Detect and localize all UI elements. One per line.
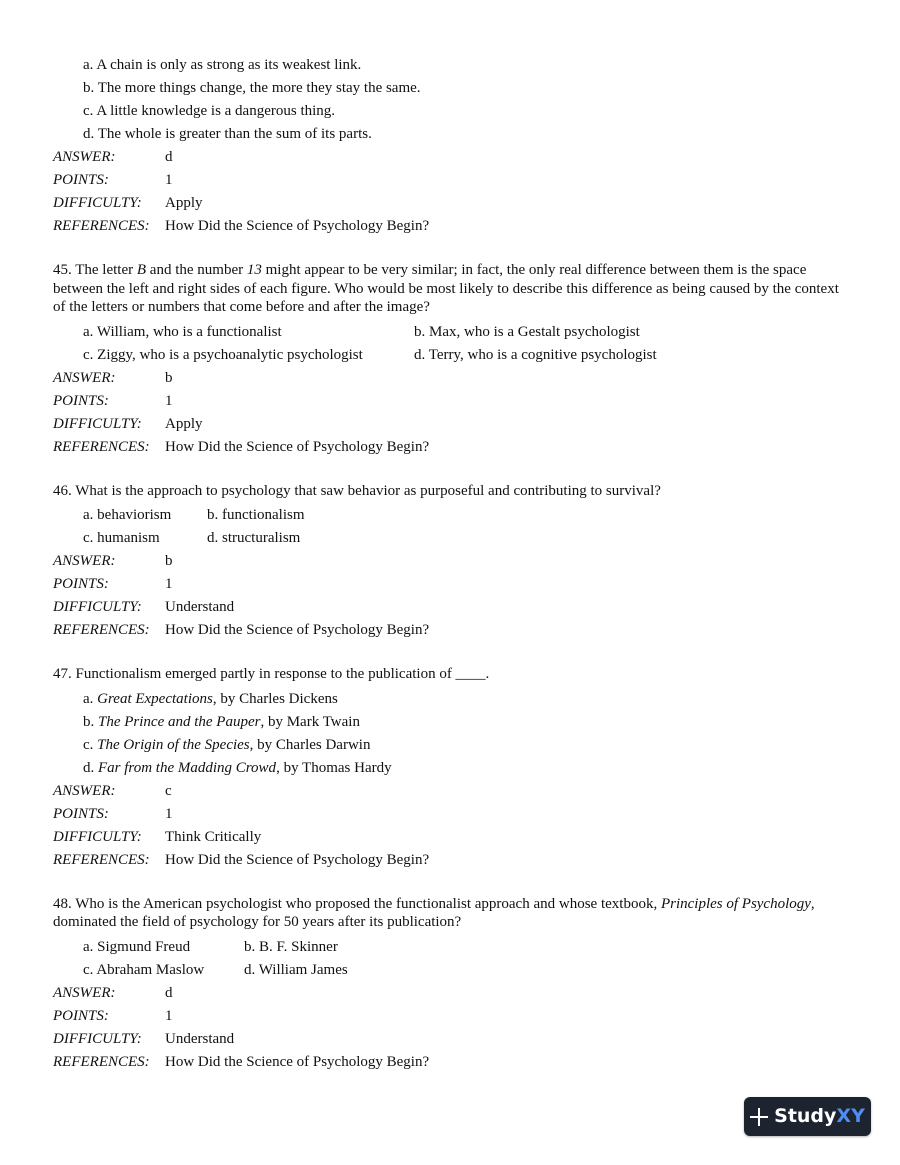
- question-stem: [53, 261, 853, 317]
- option-b: b. B. F. Skinner: [244, 938, 338, 955]
- references-value: How Did the Science of Psychology Begin?: [165, 851, 430, 868]
- option-a: a. A chain is only as strong as its weakest link.: [83, 57, 362, 73]
- answer-label: ANSWER:: [53, 984, 116, 1001]
- references-value: How Did the Science of Psychology Begin?: [165, 1053, 430, 1070]
- question-47: [53, 665, 853, 872]
- references-label: REFERENCES:: [53, 851, 150, 868]
- question-stem: 46. What is the approach to psychology that saw behavior as purposeful and contributing to survival?: [53, 482, 661, 499]
- option-d: d. Terry, who is a cognitive psychologist: [414, 346, 657, 363]
- stem-text: 45. The letter: [53, 262, 137, 278]
- references-label: REFERENCES:: [53, 622, 150, 638]
- option-c: c. Abraham Maslow: [83, 961, 205, 978]
- book-author: , by Thomas Hardy: [276, 759, 392, 776]
- answer-options: [83, 321, 853, 367]
- difficulty-value: Apply: [165, 415, 203, 432]
- answer-options: [83, 54, 853, 146]
- option-d: d. William James: [244, 961, 348, 978]
- answer-value: b: [165, 369, 173, 386]
- difficulty-value: Understand: [165, 599, 235, 615]
- option-c: c. humanism: [83, 530, 160, 546]
- answer-label: ANSWER:: [53, 782, 116, 799]
- question-45: [53, 261, 853, 459]
- question-metadata: [53, 367, 853, 459]
- question-48: [53, 895, 853, 1074]
- references-value: How Did the Science of Psychology Begin?: [165, 218, 430, 234]
- book-title: The Origin of the Species: [97, 736, 250, 753]
- answer-label: ANSWER:: [53, 369, 116, 386]
- book-title: Far from the Madding Crowd: [98, 759, 277, 776]
- option-a: a. William, who is a functionalist: [83, 323, 282, 340]
- studyxy-logo[interactable]: [744, 1097, 871, 1136]
- option-prefix: c.: [83, 736, 98, 753]
- points-label: POINTS:: [53, 392, 109, 409]
- book-title: The Prince and the Pauper: [98, 713, 261, 730]
- brand-name-study: Study: [774, 1105, 837, 1127]
- stem-text: , dominated the field of psychology for 50 years after its publication?: [53, 895, 815, 930]
- difficulty-label: DIFFICULTY:: [53, 1030, 142, 1047]
- option-c: c. A little knowledge is a dangerous thing.: [83, 103, 336, 119]
- question-44: [53, 54, 853, 238]
- stem-text: and the number: [146, 262, 247, 278]
- question-metadata: [53, 982, 853, 1074]
- book-title: Great Expectations: [97, 690, 213, 707]
- points-label: POINTS:: [53, 1007, 109, 1024]
- difficulty-value: Think Critically: [165, 828, 262, 845]
- answer-options: [83, 936, 853, 982]
- answer-value: c: [165, 782, 172, 799]
- question-metadata: [53, 146, 853, 238]
- test-bank-page: [53, 54, 853, 1097]
- option-c: [83, 734, 853, 757]
- answer-label: ANSWER:: [53, 553, 116, 569]
- difficulty-value: Apply: [165, 195, 203, 211]
- references-label: REFERENCES:: [53, 218, 150, 234]
- difficulty-value: Understand: [165, 1030, 235, 1047]
- answer-value: b: [165, 553, 173, 569]
- difficulty-label: DIFFICULTY:: [53, 415, 142, 432]
- difficulty-label: DIFFICULTY:: [53, 195, 142, 211]
- question-stem: 47. Functionalism emerged partly in response to the publication of ____.: [53, 666, 490, 682]
- points-label: POINTS:: [53, 576, 109, 592]
- stem-text: 48. Who is the American psychologist who proposed the functionalist approach and whose textbook,: [53, 895, 661, 912]
- answer-value: d: [165, 149, 173, 165]
- references-value: How Did the Science of Psychology Begin?: [165, 438, 430, 455]
- option-b: b. functionalism: [207, 507, 305, 523]
- option-b: [83, 711, 853, 734]
- option-a: a. behaviorism: [83, 507, 172, 523]
- book-author: , by Charles Darwin: [249, 736, 371, 753]
- question-stem: [53, 895, 853, 932]
- option-c: c. Ziggy, who is a psychoanalytic psychologist: [83, 346, 363, 363]
- references-value: How Did the Science of Psychology Begin?: [165, 622, 430, 638]
- answer-options: [83, 504, 853, 550]
- answer-value: d: [165, 984, 173, 1001]
- question-metadata: [53, 550, 853, 642]
- difficulty-label: DIFFICULTY:: [53, 599, 142, 615]
- references-label: REFERENCES:: [53, 1053, 150, 1070]
- points-label: POINTS:: [53, 172, 109, 188]
- stem-italic-number: 13: [246, 262, 262, 278]
- answer-options: [83, 688, 853, 780]
- points-value: 1: [165, 576, 173, 592]
- book-author: , by Mark Twain: [260, 713, 360, 730]
- points-value: 1: [165, 1007, 173, 1024]
- plus-icon: [750, 1108, 768, 1126]
- option-b: b. The more things change, the more they stay the same.: [83, 80, 421, 96]
- points-value: 1: [165, 172, 173, 188]
- option-d: d. structuralism: [207, 530, 301, 546]
- book-title: Principles of Psychology: [660, 895, 811, 912]
- option-prefix: b.: [83, 713, 98, 730]
- option-prefix: a.: [83, 690, 98, 707]
- question-46: [53, 482, 853, 643]
- book-author: , by Charles Dickens: [212, 690, 338, 707]
- answer-label: ANSWER:: [53, 149, 116, 165]
- references-label: REFERENCES:: [53, 438, 150, 455]
- option-a: [83, 688, 853, 711]
- difficulty-label: DIFFICULTY:: [53, 828, 142, 845]
- question-metadata: [53, 780, 853, 872]
- brand-name-xy: XY: [836, 1105, 865, 1127]
- option-d: d. The whole is greater than the sum of its parts.: [83, 126, 372, 142]
- option-prefix: d.: [83, 759, 98, 776]
- stem-text: might appear to be very similar; in fact, the only real difference between them is the space between the left and right sides of each figure. Who would be most likely to describe this difference as being caused by the context of the letters or numbers that come before and after the image?: [53, 262, 839, 315]
- option-b: b. Max, who is a Gestalt psychologist: [414, 323, 640, 340]
- points-value: 1: [165, 805, 173, 822]
- points-value: 1: [165, 392, 173, 409]
- stem-italic-letter: B: [136, 262, 147, 278]
- option-a: a. Sigmund Freud: [83, 938, 191, 955]
- option-d: [83, 757, 853, 780]
- points-label: POINTS:: [53, 805, 109, 822]
